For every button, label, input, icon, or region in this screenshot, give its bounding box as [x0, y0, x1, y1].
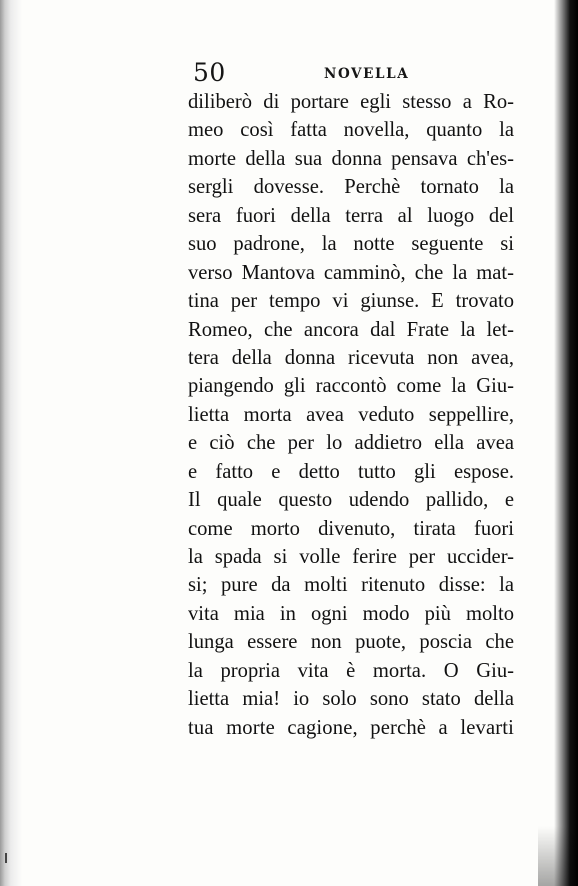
text-line: tua morte cagione, perchè a levarti [188, 716, 514, 739]
text-line: e ciò che per lo addietro ella avea [188, 432, 514, 455]
text-line: la propria vita è morta. O Giu- [188, 659, 514, 682]
scan-mark [5, 853, 7, 863]
text-line: la spada si volle ferire per uccider- [188, 546, 514, 568]
text-line: lunga essere non puote, poscia che [188, 631, 514, 654]
text-line: lietta morta avea veduto seppellire, [188, 403, 514, 426]
text-line: vita mia in ogni modo più molto [188, 602, 514, 625]
text-line: Il quale questo udendo pallido, e [188, 489, 514, 512]
page-edge-shadow [554, 0, 578, 886]
page-number: 50 [193, 58, 226, 87]
text-line: diliberò di portare egli stesso a Ro- [188, 91, 514, 113]
text-line: sera fuori della terra al luogo del [188, 204, 514, 227]
text-line: sergli dovesse. Perchè tornato la [188, 176, 514, 199]
text-line: verso Mantova camminò, che la mat- [188, 261, 514, 284]
corner-shadow [538, 826, 578, 886]
text-line: e fatto e detto tutto gli espose. [188, 460, 514, 483]
text-line: lietta mia! io solo sono stato della [188, 688, 514, 711]
text-line: tera della donna ricevuta non avea, [188, 346, 514, 369]
text-line: tina per tempo vi giunse. E trovato [188, 290, 514, 313]
running-head [193, 56, 515, 90]
text-line: suo padrone, la notte seguente si [188, 233, 514, 256]
text-line: si; pure da molti ritenuto disse: la [188, 574, 514, 597]
binding-shadow [0, 0, 22, 886]
text-line: morte della sua donna pensava ch'es- [188, 147, 514, 170]
body-text [188, 88, 514, 742]
text-line: meo così fatta novella, quanto la [188, 119, 514, 142]
text-line: come morto divenuto, tirata fuori [188, 517, 514, 540]
text-line: piangendo gli raccontò come la Giu- [188, 375, 514, 398]
text-line: Romeo, che ancora dal Frate la let- [188, 318, 514, 341]
running-title: NOVELLA [324, 66, 410, 82]
